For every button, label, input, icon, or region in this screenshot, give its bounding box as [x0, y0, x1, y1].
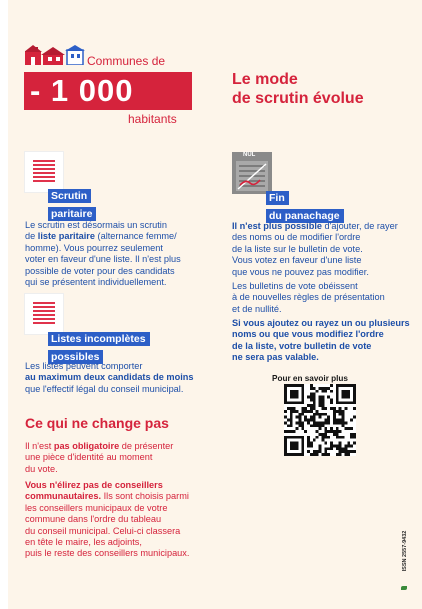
population-number: - 1 000: [30, 73, 134, 108]
panachage-rules-text: Les bulletins de vote obéissent à de nouvelles règles de présentation et de nullité.: [232, 281, 385, 314]
town-houses-icon: [25, 45, 95, 65]
scrutin-paritaire-text: Le scrutin est désormais un scrutin de liste paritaire (alternance femme/ homme). Vous pourrez seulement voter en faveur d'une liste. Il n'est plus possible de voter pour des candidats qui se présentent individuellement.: [25, 220, 181, 288]
more-info-label: Pour en savoir plus: [272, 374, 348, 383]
leaf-icon: [401, 586, 407, 590]
panachage-warning-text: Si vous ajoutez ou rayez un ou plusieurs noms ou que vous modifiez l'ordre de la liste, votre bulletin de vote ne sera pas valable.: [232, 318, 410, 363]
ballot-list-icon: [25, 294, 63, 334]
unchanged-council-text: Vous n'élirez pas de conseillers communautaires. Ils sont choisis parmi les conseillers municipaux de votre commune dans l'ordre du tableau du conseil municipal. Celui-ci classera en tête le maire, les adjoints, puis le reste des conseillers municipaux.: [25, 480, 190, 559]
communes-de-label: Communes de: [87, 54, 166, 68]
unchanged-id-text: Il n'est pas obligatoire de présenter une pièce d'identité au moment du vote.: [25, 441, 174, 474]
unchanged-title: Ce qui ne change pas: [25, 415, 169, 431]
panachage-text: Il n'est plus possible d'ajouter, de rayer des noms ou de modifier l'ordre de la liste sur le bulletin de vote. Vous votez en faveur d'une liste que vous ne pouvez pas modifier.: [232, 221, 398, 277]
chip-listes-incompletes: Listes incomplètes possibles: [48, 329, 150, 365]
chip-fin-panachage: Fin du panachage: [266, 188, 344, 224]
listes-incompletes-text: Les listes peuvent comporter au maximum deux candidats de moins que l'effectif légal du conseil municipal.: [25, 361, 194, 394]
page-title-line1: Le mode: [232, 71, 298, 88]
chip-scrutin-paritaire: Scrutin paritaire: [48, 186, 96, 222]
habitants-label: habitants: [128, 112, 177, 126]
nul-label: NUL: [243, 152, 256, 158]
page-title-line2: de scrutin évolue: [232, 90, 364, 107]
qr-code[interactable]: [284, 384, 356, 456]
flyer-page: [8, 0, 422, 609]
side-code: ISSN 2557-9432: [400, 520, 410, 590]
